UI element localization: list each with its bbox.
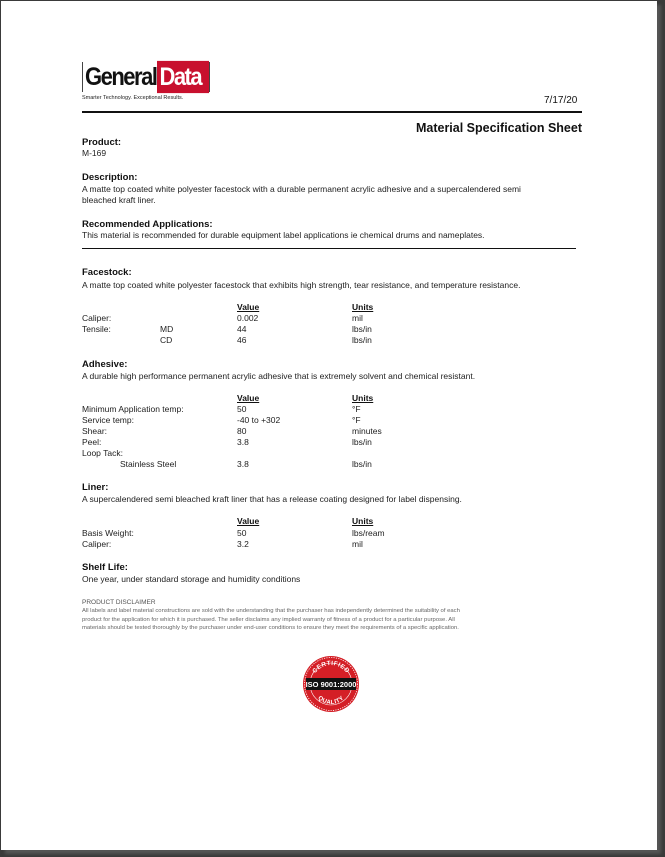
facestock-row-units: lbs/in — [352, 324, 372, 334]
facestock-units-header: Units — [352, 302, 374, 312]
seal-center-text: ISO 9001:2000 — [305, 680, 357, 689]
facestock-value-header: Value — [237, 302, 260, 312]
facestock-heading: Facestock: — [82, 267, 132, 278]
adhesive-row-value: 80 — [237, 426, 247, 436]
sheet-title: Material Specification Sheet — [415, 121, 582, 135]
liner-row-units: mil — [352, 539, 363, 549]
adhesive-heading: Adhesive: — [82, 359, 128, 370]
adhesive-text: A durable high performance permanent acrylic adhesive that is extremely solvent and chemical resistant. — [82, 371, 476, 381]
spec-sheet-page — [1, 1, 657, 850]
adhesive-row-label: Peel: — [82, 437, 102, 447]
facestock-row-units: mil — [352, 313, 363, 323]
description-line-2: bleached kraft liner. — [82, 195, 156, 205]
adhesive-row-value: 3.8 — [237, 437, 249, 447]
logo-tagline: Smarter Technology. Exceptional Results. — [82, 95, 184, 101]
liner-value-header: Value — [237, 516, 260, 526]
adhesive-row-value: 3.8 — [237, 459, 249, 469]
logo-data-text: Data — [157, 61, 209, 93]
product-value: M-169 — [82, 148, 107, 158]
section-divider — [82, 248, 576, 249]
adhesive-row-units: lbs/in — [352, 459, 372, 469]
disclaimer-line-3: materials should be tested thoroughly by the purchaser under end-user conditions to ensure they meet the requirements of a specific application. — [82, 625, 459, 631]
facestock-row-value: 44 — [237, 324, 247, 334]
applications-heading: Recommended Applications: — [82, 219, 213, 230]
liner-units-header: Units — [352, 516, 374, 526]
liner-row-units: lbs/ream — [352, 528, 385, 538]
description-heading: Description: — [82, 172, 138, 183]
adhesive-row-units: lbs/in — [352, 437, 372, 447]
adhesive-row-units: °F — [352, 404, 361, 414]
facestock-row-units: lbs/in — [352, 335, 372, 345]
adhesive-row-units: minutes — [352, 426, 382, 436]
applications-text: This material is recommended for durable equipment label applications ie chemical drums and nameplates. — [82, 230, 485, 240]
facestock-row-sub: CD — [160, 335, 173, 345]
adhesive-row-value: -40 to +302 — [237, 415, 281, 425]
liner-row-value: 50 — [237, 528, 247, 538]
seal-graphic — [302, 655, 360, 713]
seal-bottom-text: QUALITY — [316, 695, 346, 707]
document-date: 7/17/20 — [544, 95, 578, 106]
shelf-life-text: One year, under standard storage and humidity conditions — [82, 574, 301, 584]
liner-row-label: Basis Weight: — [82, 528, 134, 538]
adhesive-units-header: Units — [352, 393, 374, 403]
adhesive-row-label: Shear: — [82, 426, 108, 436]
liner-text: A supercalendered semi bleached kraft liner that has a release coating designed for label dispensing. — [82, 494, 462, 504]
logo-general-text: General — [83, 61, 157, 93]
adhesive-value-header: Value — [237, 393, 260, 403]
facestock-text: A matte top coated white polyester facestock that exhibits high strength, tear resistance, and temperature resistance. — [82, 280, 521, 290]
facestock-row-value: 46 — [237, 335, 247, 345]
liner-heading: Liner: — [82, 482, 109, 493]
disclaimer-line-1: All labels and label material constructions are sold with the understanding that the purchaser has independently determined the suitability of each — [82, 608, 460, 614]
product-heading: Product: — [82, 137, 122, 148]
liner-row-value: 3.2 — [237, 539, 249, 549]
facestock-row-label: Tensile: — [82, 324, 111, 334]
iso-certified-seal — [302, 655, 360, 713]
adhesive-row-label: Loop Tack: — [82, 448, 123, 458]
facestock-row-value: 0.002 — [237, 313, 259, 323]
disclaimer-heading: PRODUCT DISCLAIMER — [82, 599, 156, 606]
seal-top-text: CERTIFIED — [311, 659, 351, 675]
facestock-row-sub: MD — [160, 324, 174, 334]
header-divider — [82, 111, 582, 113]
facestock-row-label: Caliper: — [82, 313, 112, 323]
company-logo — [82, 62, 210, 101]
adhesive-row-value: 50 — [237, 404, 247, 414]
disclaimer-line-2: product for the application for which it is purchased. The seller disclaims any implied warranty of fitness of a product for a particular purpose. All — [82, 616, 455, 623]
description-line-1: A matte top coated white polyester facestock with a durable permanent acrylic adhesive and a supercalendered semi — [82, 184, 521, 194]
adhesive-row-units: °F — [352, 415, 361, 425]
adhesive-row-label: Stainless Steel — [120, 459, 177, 469]
adhesive-row-label: Minimum Application temp: — [82, 404, 184, 414]
shelf-life-heading: Shelf Life: — [82, 562, 128, 573]
liner-row-label: Caliper: — [82, 539, 112, 549]
adhesive-row-label: Service temp: — [82, 415, 134, 425]
